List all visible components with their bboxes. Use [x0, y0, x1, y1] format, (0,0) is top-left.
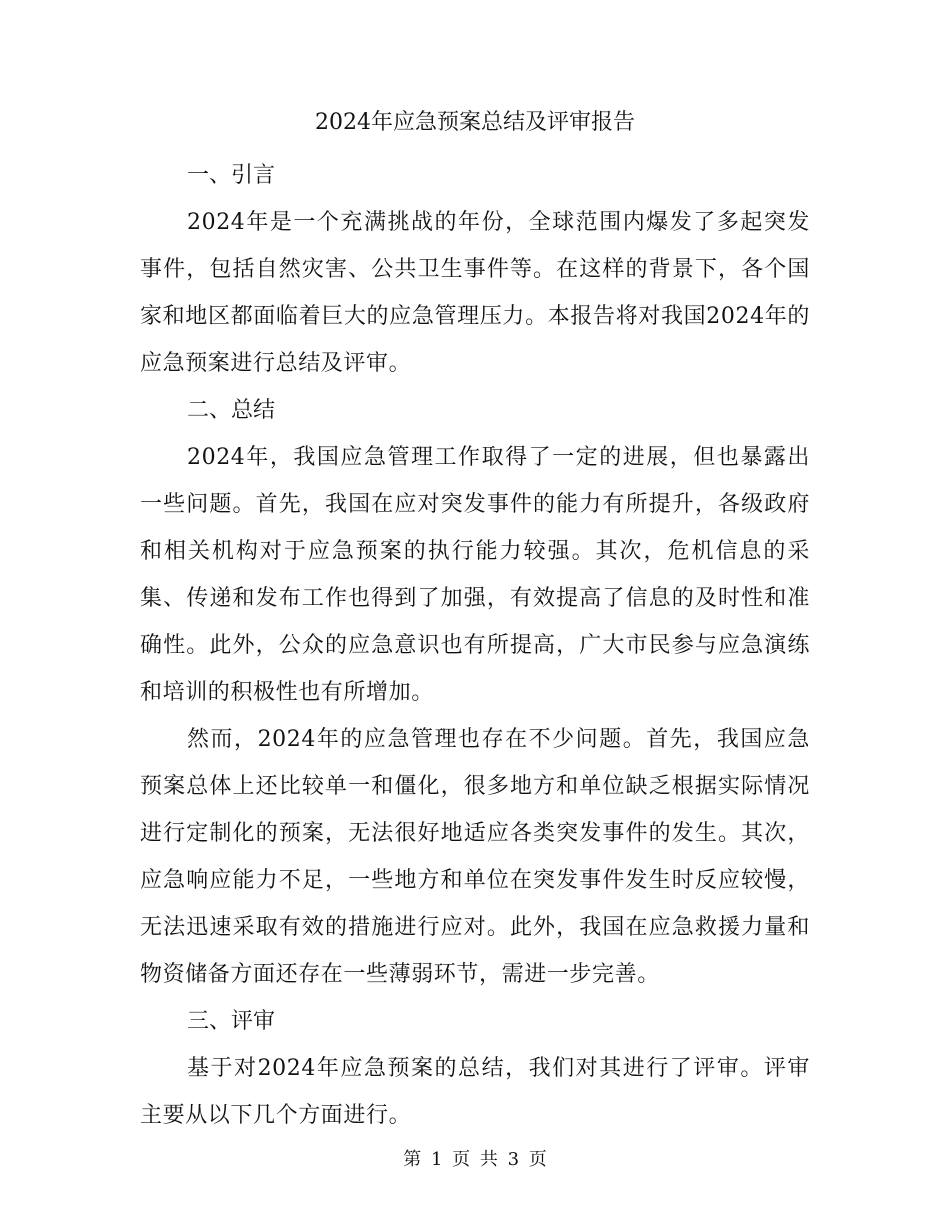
section-heading-review: 三、评审 [187, 1009, 276, 1034]
document-title: 2024年应急预案总结及评审报告 [315, 110, 635, 135]
section-heading-introduction: 一、引言 [187, 163, 276, 188]
page-footer-indicator: 第 1 页 共 3 页 [403, 1149, 547, 1170]
review-paragraph: 基于对2024年应急预案的总结，我们对其进行了评审。评审主要从以下几个方面进行。 [140, 1056, 810, 1128]
introduction-paragraph: 2024年是一个充满挑战的年份，全球范围内爆发了多起突发事件，包括自然灾害、公共卫生事件等。在这样的背景下，各个国家和地区都面临着巨大的应急管理压力。本报告将对我国2024年的应急预案进行总结及评审。 [140, 210, 810, 376]
summary-paragraph-progress: 2024年，我国应急管理工作取得了一定的进展，但也暴露出一些问题。首先，我国在应对突发事件的能力有所提升，各级政府和相关机构对于应急预案的执行能力较强。其次，危机信息的采集、传递和发布工作也得到了加强，有效提高了信息的及时性和准确性。此外，公众的应急意识也有所提高，广大市民参与应急演练和培训的积极性也有所增加。 [140, 445, 810, 705]
summary-paragraph-problems: 然而，2024年的应急管理也存在不少问题。首先，我国应急预案总体上还比较单一和僵化，很多地方和单位缺乏根据实际情况进行定制化的预案，无法很好地适应各类突发事件的发生。其次，应急响应能力不足，一些地方和单位在突发事件发生时反应较慢，无法迅速采取有效的措施进行应对。此外，我国在应急救援力量和物资储备方面还存在一些薄弱环节，需进一步完善。 [140, 727, 810, 987]
section-heading-summary: 二、总结 [187, 398, 276, 423]
document-body [140, 104, 810, 1139]
